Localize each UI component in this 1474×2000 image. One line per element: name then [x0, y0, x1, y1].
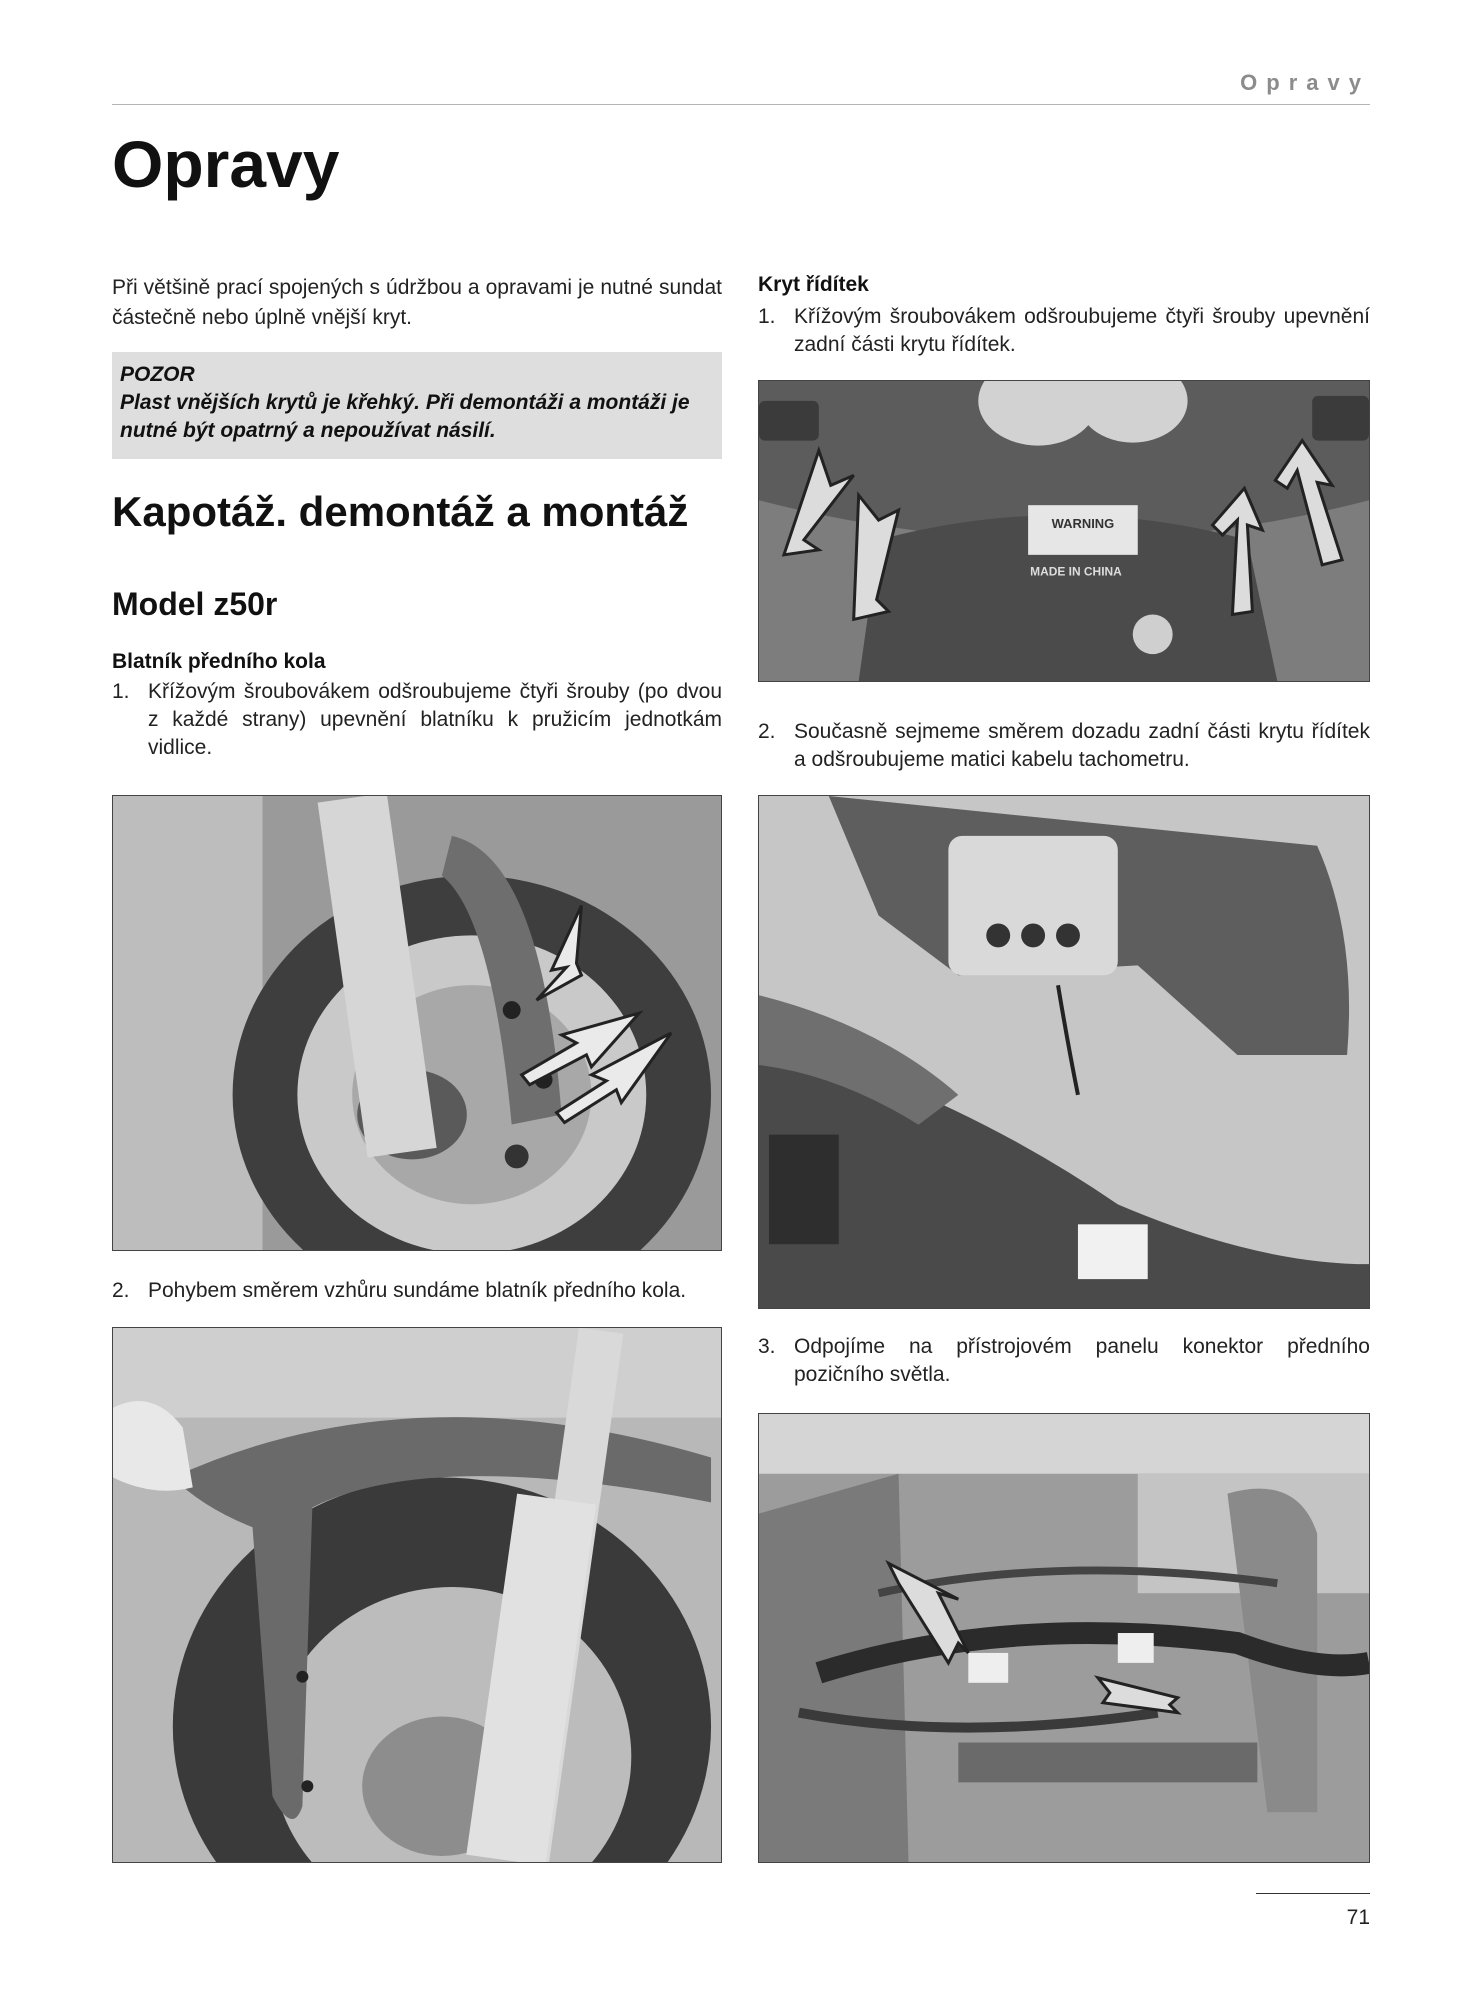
handlebar-heading: Kryt řídítek [758, 273, 869, 296]
page-title: Opravy [112, 127, 340, 201]
photo-handlebar-screws [758, 380, 1370, 682]
fender-step-1 [112, 678, 722, 762]
handlebar-step-2 [758, 718, 1370, 774]
handlebar-step-3 [758, 1333, 1370, 1389]
fender-heading: Blatník předního kola [112, 650, 326, 673]
footer-rule [1256, 1893, 1370, 1894]
step-number: 2. [758, 720, 776, 743]
running-head: Opravy [1240, 70, 1370, 95]
page-number: 71 [1346, 1906, 1370, 1929]
fender-step-2 [112, 1277, 732, 1305]
step-text: Křížovým šroubovákem odšroubujeme čtyři šrouby upevnění zadní části krytu řídítek. [794, 305, 1370, 356]
intro-paragraph: Při většině prací spojených s údržbou a opravami je nutné sundat částečně nebo úplně vnější kryt. [112, 276, 722, 329]
step-number: 2. [112, 1279, 130, 1302]
warning-text: Plast vnějších krytů je křehký. Při demontáži a montáži je nutné být opatrný a nepoužívat násilí. [120, 391, 690, 442]
warning-title: POZOR [120, 363, 195, 386]
model-title: Model z50r [112, 586, 278, 622]
step-text: Pohybem směrem vzhůru sundáme blatník předního kola. [148, 1279, 687, 1302]
warning-sticker-label: WARNING [1051, 516, 1115, 532]
header-rule [112, 104, 1370, 105]
made-in-label: MADE IN CHINA [1030, 564, 1122, 579]
photo-fender-screws [112, 795, 722, 1251]
handlebar-step-1 [758, 303, 1370, 359]
photo-fender-removal [112, 1327, 722, 1863]
step-number: 1. [758, 305, 776, 328]
photo-speedometer [758, 795, 1370, 1309]
warning-box [112, 352, 722, 459]
step-text: Odpojíme na přístrojovém panelu konektor předního pozičního světla. [794, 1335, 1370, 1386]
step-text: Křížovým šroubovákem odšroubujeme čtyři šrouby (po dvou z každé strany) upevnění blatníku k pružicím jednotkám vidlice. [148, 680, 722, 759]
step-number: 3. [758, 1335, 776, 1358]
photo-connector [758, 1413, 1370, 1863]
section-title: Kapotáž. demontáž a montáž [112, 488, 689, 535]
step-text: Současně sejmeme směrem dozadu zadní části krytu řídítek a odšroubujeme matici kabelu tachometru. [794, 720, 1370, 771]
step-number: 1. [112, 680, 130, 703]
